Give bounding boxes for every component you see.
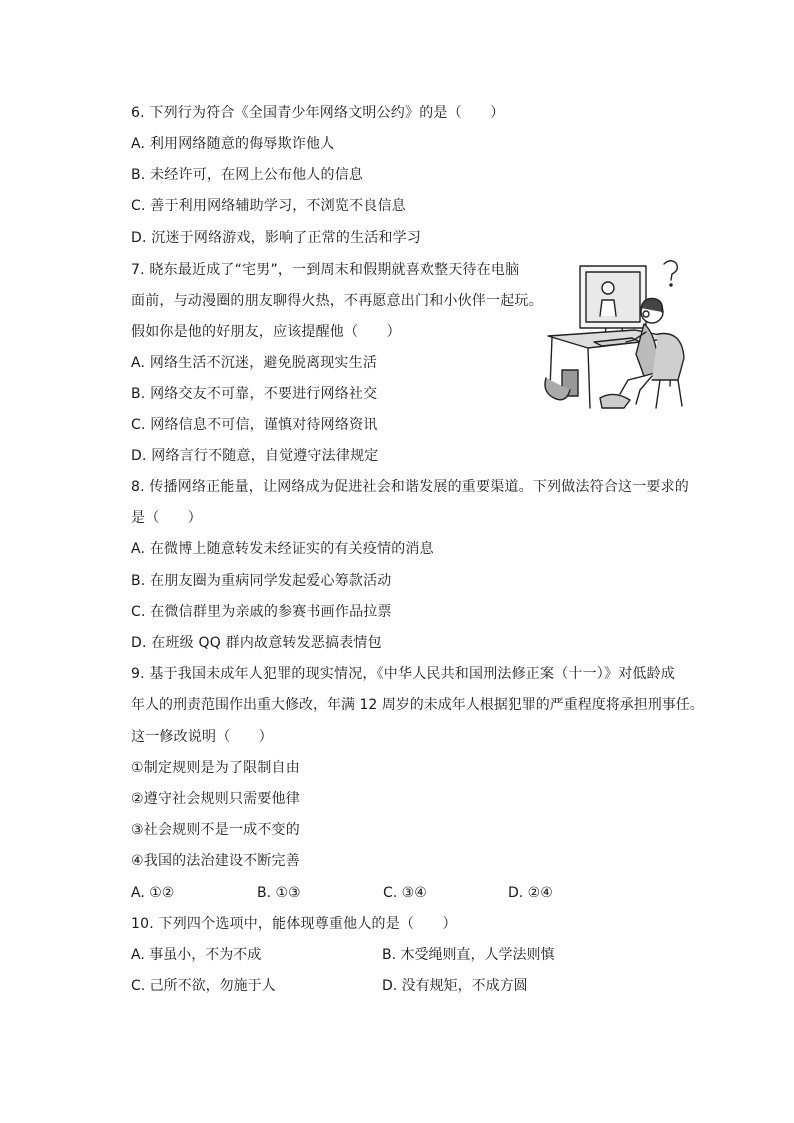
question-9-stem-line-2: 年人的刑责范围作出重大修改，年满 12 周岁的未成年人根据犯罪的严重程度将承担刑事任。 bbox=[131, 697, 704, 713]
question-9-option-c: C. ③④ bbox=[383, 885, 427, 901]
question-8-option-d: D. 在班级 QQ 群内故意转发恶搞表情包 bbox=[131, 635, 382, 651]
question-6-option-c: C. 善于利用网络辅助学习，不浏览不良信息 bbox=[131, 198, 406, 214]
question-10-option-d: D. 没有规矩，不成方圆 bbox=[382, 978, 528, 994]
question-8-option-a: A. 在微博上随意转发未经证实的有关疫情的消息 bbox=[131, 541, 434, 557]
question-8-stem-line-2: 是（ ） bbox=[131, 510, 202, 526]
question-7-option-b: B. 网络交友不可靠，不要进行网络社交 bbox=[131, 386, 378, 402]
question-8-option-b: B. 在朋友圈为重病同学发起爱心筹款活动 bbox=[131, 573, 392, 589]
question-9-stem-line-3: 这一修改说明（ ） bbox=[131, 729, 273, 745]
question-9-stem-line-1: 9. 基于我国未成年人犯罪的现实情况，《中华人民共和国刑法修正案（十一）》对低龄成 bbox=[131, 666, 676, 682]
question-9-options bbox=[131, 883, 631, 903]
question-6-option-a: A. 利用网络随意的侮辱欺诈他人 bbox=[131, 136, 335, 152]
question-9-option-b: B. ①③ bbox=[257, 885, 301, 901]
question-10-stem: 10. 下列四个选项中，能体现尊重他人的是（ ） bbox=[131, 916, 457, 932]
question-10-options-row-1 bbox=[131, 945, 631, 965]
question-9-statement-2: ②遵守社会规则只需要他律 bbox=[131, 791, 300, 807]
question-10-option-c: C. 己所不欲，勿施于人 bbox=[131, 978, 276, 994]
question-7-option-c: C. 网络信息不可信，谨慎对待网络资讯 bbox=[131, 417, 378, 433]
question-7-option-a: A. 网络生活不沉迷，避免脱离现实生活 bbox=[131, 355, 378, 371]
question-6-option-b: B. 未经许可，在网上公布他人的信息 bbox=[131, 167, 364, 183]
question-10-option-a: A. 事虽小，不为不成 bbox=[131, 947, 262, 963]
question-7-stem-line-1: 7. 晓东最近成了“宅男”，一到周末和假期就喜欢整天待在电脑 bbox=[131, 262, 520, 278]
question-6-option-d: D. 沉迷于网络游戏，影响了正常的生活和学习 bbox=[131, 230, 422, 246]
question-9-option-d: D. ②④ bbox=[508, 885, 553, 901]
question-7-stem-line-2: 面前，与动漫圈的朋友聊得火热，不再愿意出门和小伙伴一起玩。 bbox=[131, 293, 543, 309]
question-9-statement-1: ①制定规则是为了限制自由 bbox=[131, 760, 300, 776]
question-9-option-a: A. ①② bbox=[131, 885, 175, 901]
question-10-option-b: B. 木受绳则直，人学法则慎 bbox=[382, 947, 555, 963]
question-10-options-row-2 bbox=[131, 976, 631, 996]
question-6-stem: 6. 下列行为符合《全国青少年网络文明公约》的是（ ） bbox=[131, 105, 505, 121]
question-8-stem-line-1: 8. 传播网络正能量，让网络成为促进社会和谐发展的重要渠道。下列做法符合这一要求的 bbox=[131, 479, 690, 495]
boy-at-computer-illustration bbox=[540, 258, 695, 418]
question-9-statement-3: ③社会规则不是一成不变的 bbox=[131, 822, 300, 838]
question-7-stem-line-3: 假如你是他的好朋友，应该提醒他（ ） bbox=[131, 324, 401, 340]
question-7-option-d: D. 网络言行不随意，自觉遵守法律规定 bbox=[131, 448, 379, 464]
question-8-option-c: C. 在微信群里为亲戚的参赛书画作品拉票 bbox=[131, 604, 392, 620]
question-9-statement-4: ④我国的法治建设不断完善 bbox=[131, 853, 300, 869]
